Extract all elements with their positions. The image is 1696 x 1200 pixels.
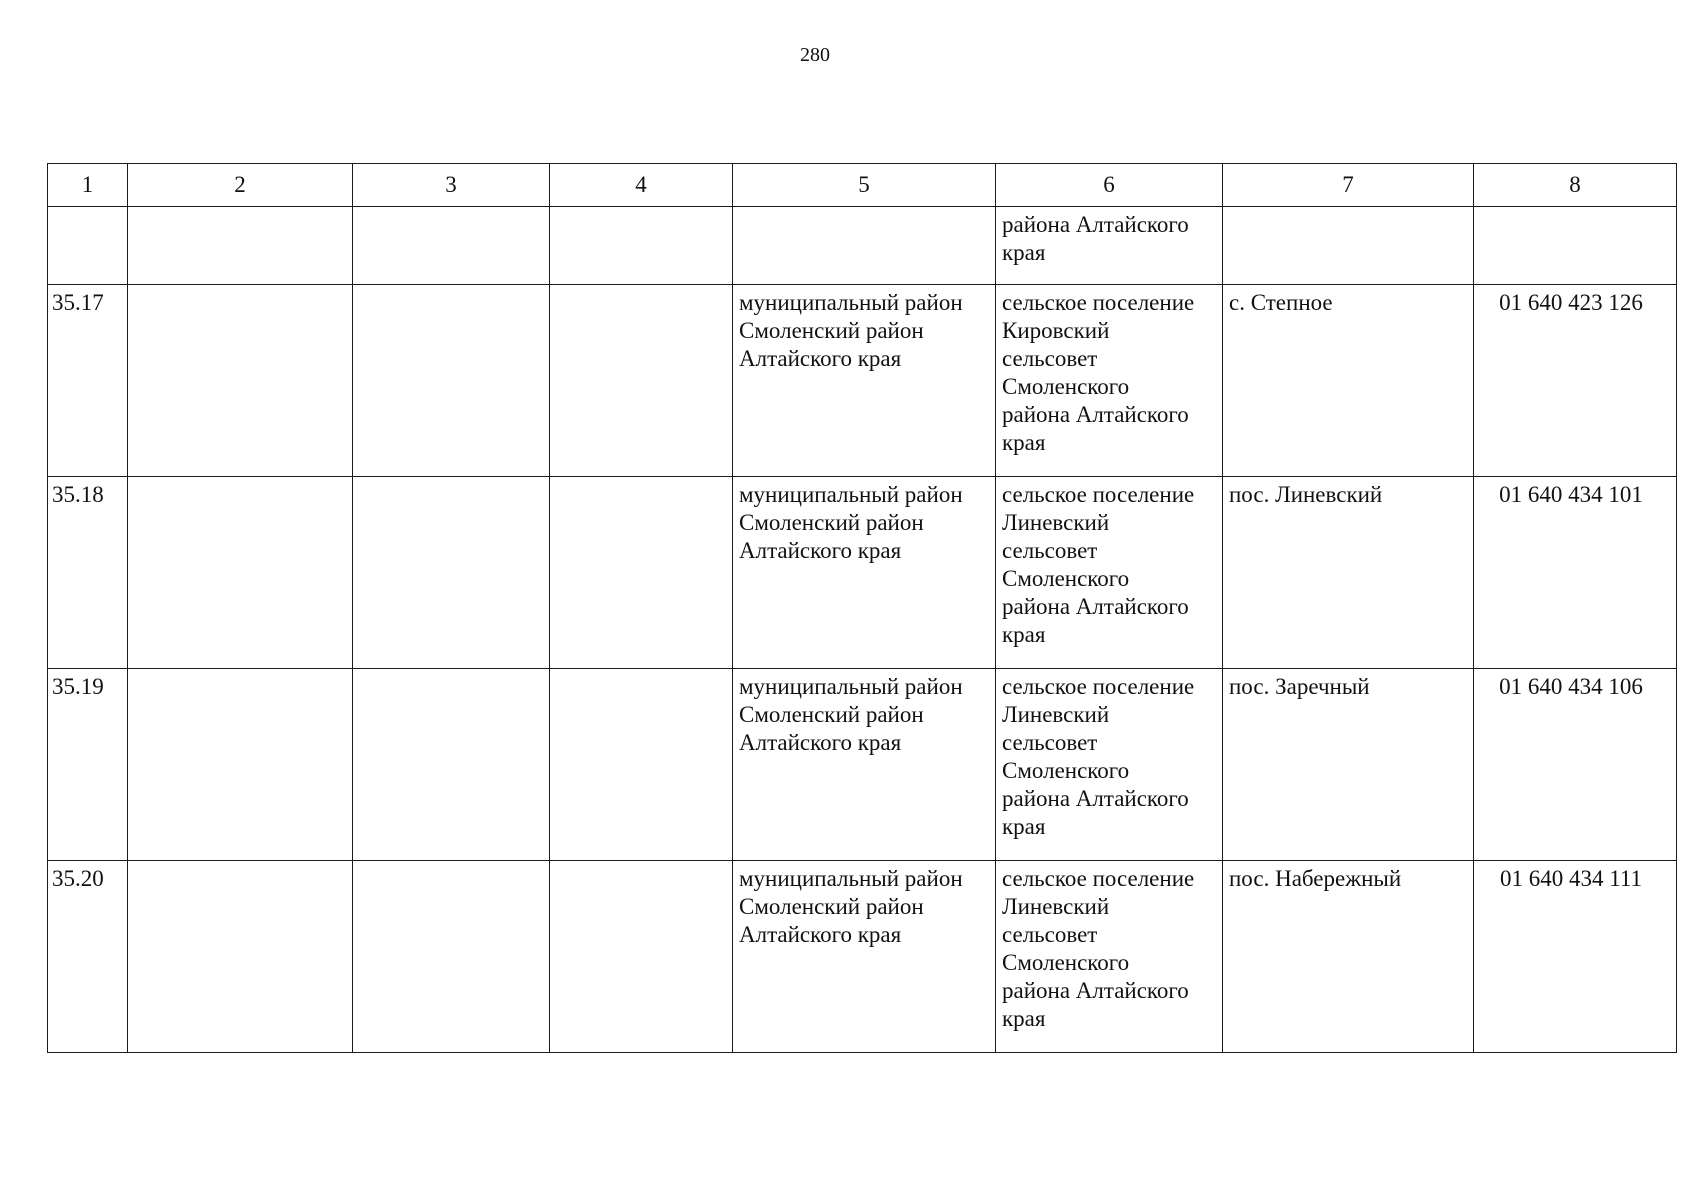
cell-empty xyxy=(353,669,550,861)
table-row xyxy=(48,861,1677,1053)
cell-line: Линевский xyxy=(1002,702,1110,727)
cell-line: края xyxy=(1002,1006,1046,1031)
cell-number: 35.17 xyxy=(48,285,128,477)
cell-line: края xyxy=(1002,622,1046,647)
cell-empty xyxy=(550,669,733,861)
cell-locality: пос. Линевский xyxy=(1223,477,1474,669)
table-header-row xyxy=(48,164,1677,207)
table-row xyxy=(48,285,1677,477)
cell-line: сельсовет xyxy=(1002,346,1098,371)
column-header: 2 xyxy=(128,164,353,207)
cell-line: Алтайского края xyxy=(739,538,902,563)
cell-settlement xyxy=(996,669,1223,861)
cell-empty xyxy=(550,285,733,477)
cell-line: края xyxy=(1002,430,1046,455)
cell-line: муниципальный район xyxy=(739,674,963,699)
cell-number: 35.19 xyxy=(48,669,128,861)
cell-municipal-district xyxy=(733,477,996,669)
cell-line: района Алтайского xyxy=(1002,786,1189,811)
cell-code: 01 640 423 126 xyxy=(1474,285,1677,477)
cell-line: Линевский xyxy=(1002,510,1110,535)
column-header: 1 xyxy=(48,164,128,207)
cell-line: Смоленского xyxy=(1002,566,1130,591)
cell-empty xyxy=(353,477,550,669)
cell-line: сельское поселение xyxy=(1002,866,1195,891)
cell-line: Смоленский район xyxy=(739,702,924,727)
column-header: 8 xyxy=(1474,164,1677,207)
cell-line: Смоленский район xyxy=(739,510,924,535)
cell-line: района Алтайского xyxy=(1002,212,1189,237)
cell-line: района Алтайского xyxy=(1002,978,1189,1003)
cell-empty xyxy=(353,861,550,1053)
cell-locality xyxy=(1223,207,1474,285)
table-row xyxy=(48,669,1677,861)
page-number: 280 xyxy=(800,44,830,66)
cell-line: сельское поселение xyxy=(1002,290,1195,315)
cell-code xyxy=(1474,207,1677,285)
cell-line: района Алтайского xyxy=(1002,594,1189,619)
cell-line: Смоленского xyxy=(1002,374,1130,399)
cell-empty xyxy=(550,207,733,285)
cell-number xyxy=(48,207,128,285)
cell-municipal-district xyxy=(733,207,996,285)
cell-empty xyxy=(353,207,550,285)
cell-line: сельсовет xyxy=(1002,730,1098,755)
cell-line: края xyxy=(1002,240,1046,265)
table-row-continuation xyxy=(48,207,1677,285)
cell-settlement xyxy=(996,285,1223,477)
cell-line: сельсовет xyxy=(1002,922,1098,947)
cell-locality: с. Степное xyxy=(1223,285,1474,477)
cell-empty xyxy=(550,477,733,669)
cell-line: Линевский xyxy=(1002,894,1110,919)
cell-municipal-district xyxy=(733,285,996,477)
cell-line: сельсовет xyxy=(1002,538,1098,563)
cell-line: Алтайского края xyxy=(739,346,902,371)
cell-empty xyxy=(128,477,353,669)
column-header: 5 xyxy=(733,164,996,207)
column-header: 7 xyxy=(1223,164,1474,207)
cell-line: Смоленский район xyxy=(739,318,924,343)
column-header: 6 xyxy=(996,164,1223,207)
document-table xyxy=(47,163,1677,1053)
column-header: 3 xyxy=(353,164,550,207)
table-row xyxy=(48,477,1677,669)
cell-locality: пос. Набережный xyxy=(1223,861,1474,1053)
cell-line: муниципальный район xyxy=(739,290,963,315)
cell-locality: пос. Заречный xyxy=(1223,669,1474,861)
cell-number: 35.20 xyxy=(48,861,128,1053)
cell-empty xyxy=(128,207,353,285)
cell-empty xyxy=(128,669,353,861)
cell-settlement xyxy=(996,477,1223,669)
cell-line: Смоленского xyxy=(1002,758,1130,783)
cell-line: края xyxy=(1002,814,1046,839)
cell-empty xyxy=(128,861,353,1053)
cell-line: Кировский xyxy=(1002,318,1110,343)
cell-municipal-district xyxy=(733,861,996,1053)
cell-line: муниципальный район xyxy=(739,866,963,891)
cell-line: сельское поселение xyxy=(1002,674,1195,699)
cell-line: района Алтайского xyxy=(1002,402,1189,427)
cell-number: 35.18 xyxy=(48,477,128,669)
cell-line: Смоленский район xyxy=(739,894,924,919)
cell-line: муниципальный район xyxy=(739,482,963,507)
column-header: 4 xyxy=(550,164,733,207)
cell-code: 01 640 434 111 xyxy=(1474,861,1677,1053)
cell-line: сельское поселение xyxy=(1002,482,1195,507)
cell-code: 01 640 434 101 xyxy=(1474,477,1677,669)
cell-empty xyxy=(353,285,550,477)
cell-line: Алтайского края xyxy=(739,922,902,947)
cell-empty xyxy=(550,861,733,1053)
cell-empty xyxy=(128,285,353,477)
cell-settlement xyxy=(996,207,1223,285)
cell-settlement xyxy=(996,861,1223,1053)
cell-line: Алтайского края xyxy=(739,730,902,755)
cell-line: Смоленского xyxy=(1002,950,1130,975)
cell-municipal-district xyxy=(733,669,996,861)
cell-code: 01 640 434 106 xyxy=(1474,669,1677,861)
